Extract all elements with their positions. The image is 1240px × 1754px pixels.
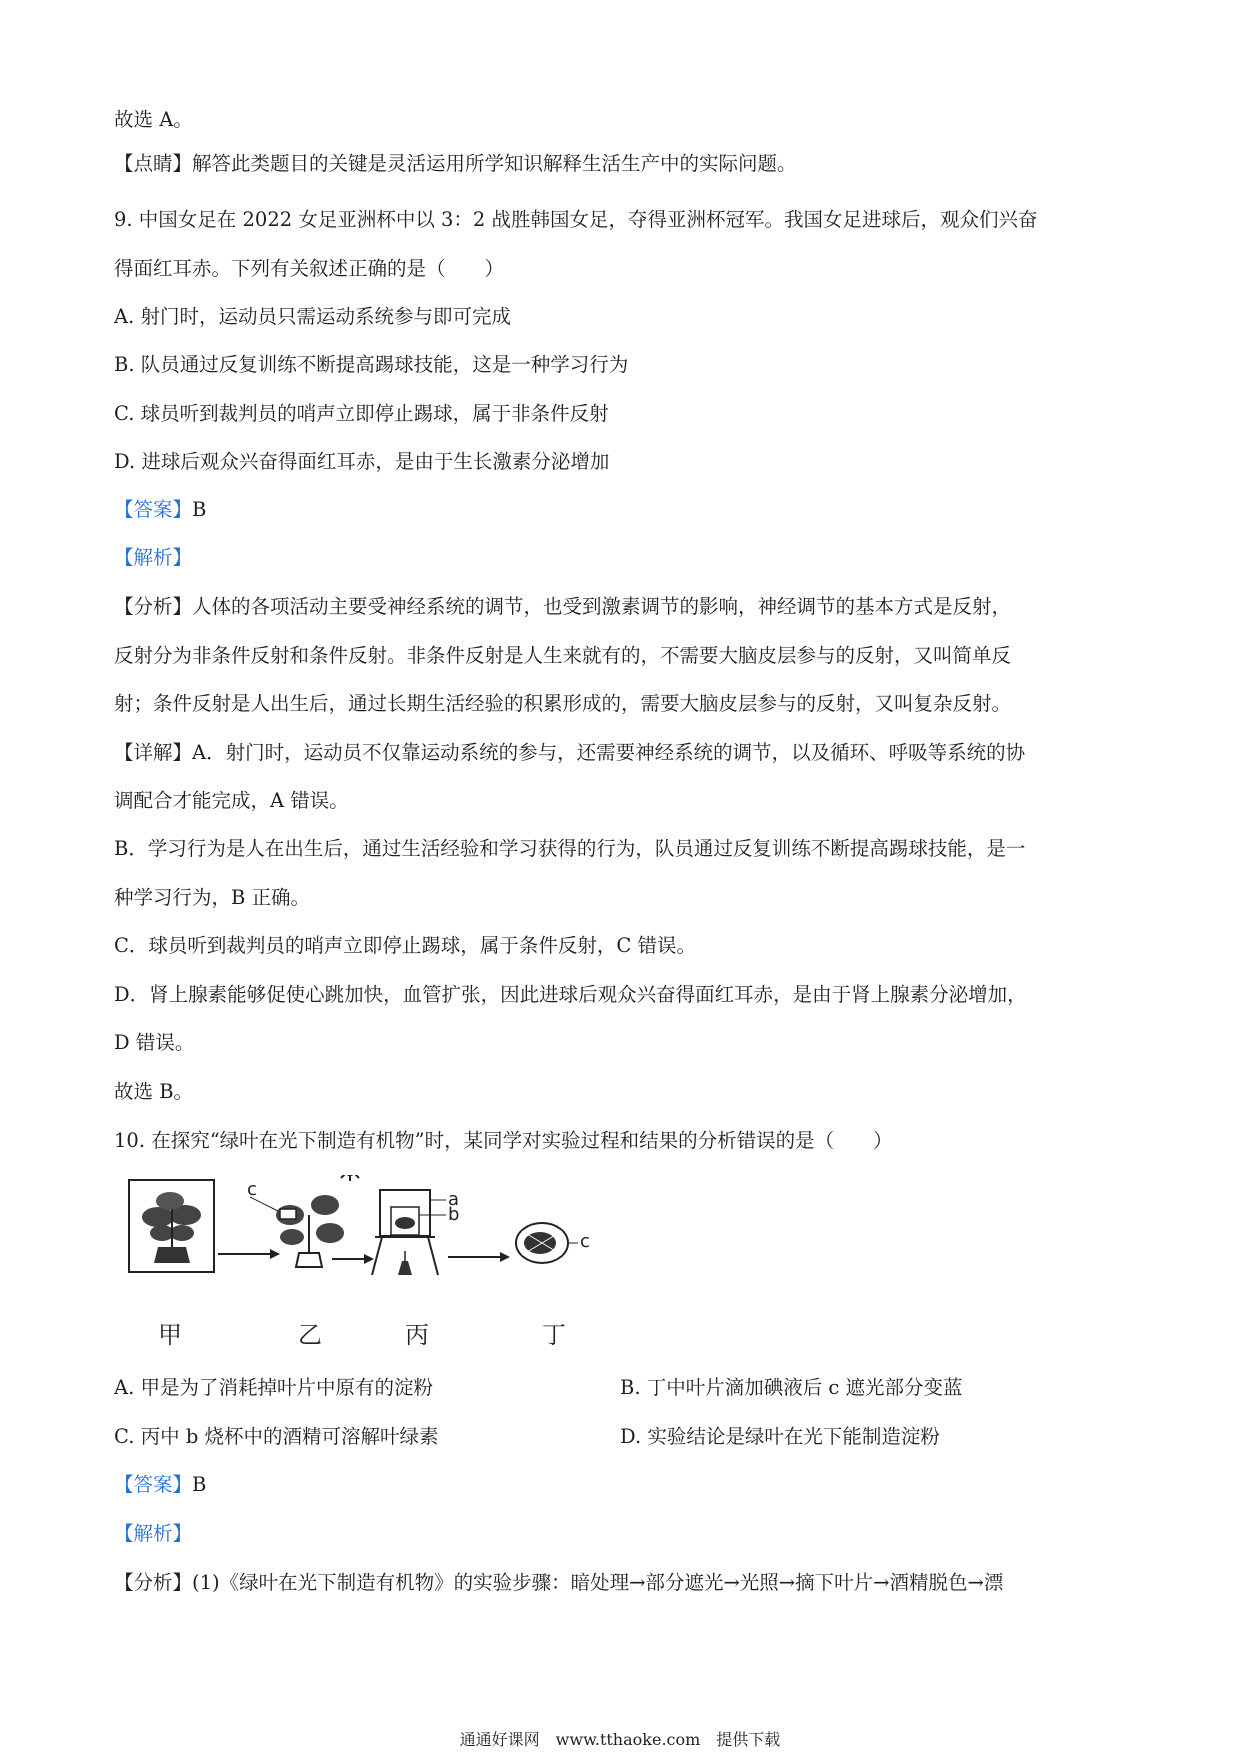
question-10-option-c: C. 丙中 b 烧杯中的酒精可溶解叶绿素 [114, 1425, 439, 1448]
detail-text: 【详解】A．射门时，运动员不仅靠运动系统的参与，还需要神经系统的调节，以及循环、呼吸等系统的协 [114, 741, 1026, 764]
question-10-answer [114, 1472, 206, 1498]
detail-text: B．学习行为是人在出生后，通过生活经验和学习获得的行为，队员通过反复训练不断提高踢球技能，是一 [114, 837, 1026, 860]
leaf [170, 1225, 194, 1241]
water-bath-apparatus [372, 1190, 446, 1275]
answer-value: B [192, 498, 207, 521]
figure-label-jia: 甲 [158, 1321, 182, 1349]
question-10-option-d: D. 实验结论是绿叶在光下能制造淀粉 [620, 1425, 940, 1448]
analysis-label: 【解析】 [114, 1522, 193, 1545]
arrowhead [270, 1249, 280, 1259]
leaf-ding [516, 1223, 578, 1263]
figure-label-bing: 丙 [405, 1321, 429, 1349]
detail-text: 调配合才能完成，A 错误。 [114, 789, 349, 812]
leaf [142, 1207, 174, 1227]
figure-label-ding: 丁 [542, 1321, 566, 1349]
question-9-option-a: A. 射门时，运动员只需运动系统参与即可完成 [114, 305, 511, 328]
page-footer: 通通好课网 www.tthaoke.com 提供下载 [459, 1730, 781, 1749]
question-10-option-b: B. 丁中叶片滴加碘液后 c 遮光部分变蓝 [620, 1376, 963, 1399]
alcohol-lamp [398, 1261, 412, 1275]
answer-label: 【答案】 [114, 498, 193, 521]
experiment-figure [110, 1175, 610, 1350]
question-10-stem: 10. 在探究“绿叶在光下制造有机物”时，某同学对实验过程和结果的分析错误的是（ ） [114, 1129, 893, 1152]
analysis-text: 射；条件反射是人出生后，通过长期生活经验的积累形成的，需要大脑皮层参与的反射，又叫复杂反射。 [114, 692, 1012, 715]
large-beaker [380, 1190, 430, 1236]
detail-text: D 错误。 [114, 1031, 195, 1054]
answer-label: 【答案】 [114, 1473, 193, 1496]
arrowhead [500, 1252, 510, 1262]
sun-icon [338, 1175, 362, 1181]
analysis-text: 反射分为非条件反射和条件反射。非条件反射是人生来就有的，不需要大脑皮层参与的反射，又叫简单反 [114, 644, 1012, 667]
analysis-text: 【分析】人体的各项活动主要受神经系统的调节，也受到激素调节的影响，神经调节的基本方式是反射， [114, 595, 1012, 618]
question-9-stem: 得面红耳赤。下列有关叙述正确的是（ ） [114, 257, 505, 280]
question-9-stem: 9. 中国女足在 2022 女足亚洲杯中以 3：2 战胜韩国女足，夺得亚洲杯冠军。我国女足进球后，观众们兴奋 [114, 208, 1038, 231]
shade-paper [280, 1209, 296, 1219]
question-9-option-c: C. 球员听到裁判员的哨声立即停止踢球，属于非条件反射 [114, 402, 609, 425]
leaf [316, 1223, 344, 1243]
question-9-option-d: D. 进球后观众兴奋得面红耳赤，是由于生长激素分泌增加 [114, 450, 610, 473]
figure-label-yi: 乙 [298, 1321, 322, 1349]
leaf [156, 1192, 184, 1210]
leaf-in-alcohol [395, 1217, 415, 1229]
label-a: a [448, 1189, 460, 1210]
label-c: c [580, 1231, 590, 1252]
answer-value: B [192, 1473, 207, 1496]
experiment-diagram [110, 1175, 610, 1350]
question-9-answer [114, 497, 206, 523]
plant-yi [250, 1195, 344, 1267]
label-c: c [247, 1179, 257, 1200]
pot [296, 1253, 322, 1267]
analysis-label: 【解析】 [114, 546, 193, 569]
pot [154, 1247, 190, 1263]
detail-text: D．肾上腺素能够促使心跳加快，血管扩张，因此进球后观众兴奋得面红耳赤，是由于肾上腺素分泌增加， [114, 983, 1027, 1006]
question-10-option-a: A. 甲是为了消耗掉叶片中原有的淀粉 [114, 1376, 433, 1399]
leaf [311, 1195, 339, 1215]
label-b: b [448, 1204, 460, 1225]
analysis-text: 【分析】(1)《绿叶在光下制造有机物》的实验步骤：暗处理→部分遮光→光照→摘下叶片→酒精脱色→漂 [114, 1571, 1004, 1594]
arrowhead [364, 1254, 374, 1264]
leaf [280, 1229, 304, 1245]
detail-text: C．球员听到裁判员的哨声立即停止踢球，属于条件反射，C 错误。 [114, 934, 697, 957]
plant-jia [142, 1192, 201, 1263]
detail-text: 种学习行为，B 正确。 [114, 886, 311, 909]
question-9-option-b: B. 队员通过反复训练不断提高踢球技能，这是一种学习行为 [114, 353, 629, 376]
text-line: 故选 A。 [114, 108, 193, 131]
text-line: 故选 B。 [114, 1080, 194, 1103]
text-line: 【点睛】解答此类题目的关键是灵活运用所学知识解释生活生产中的实际问题。 [114, 152, 797, 175]
